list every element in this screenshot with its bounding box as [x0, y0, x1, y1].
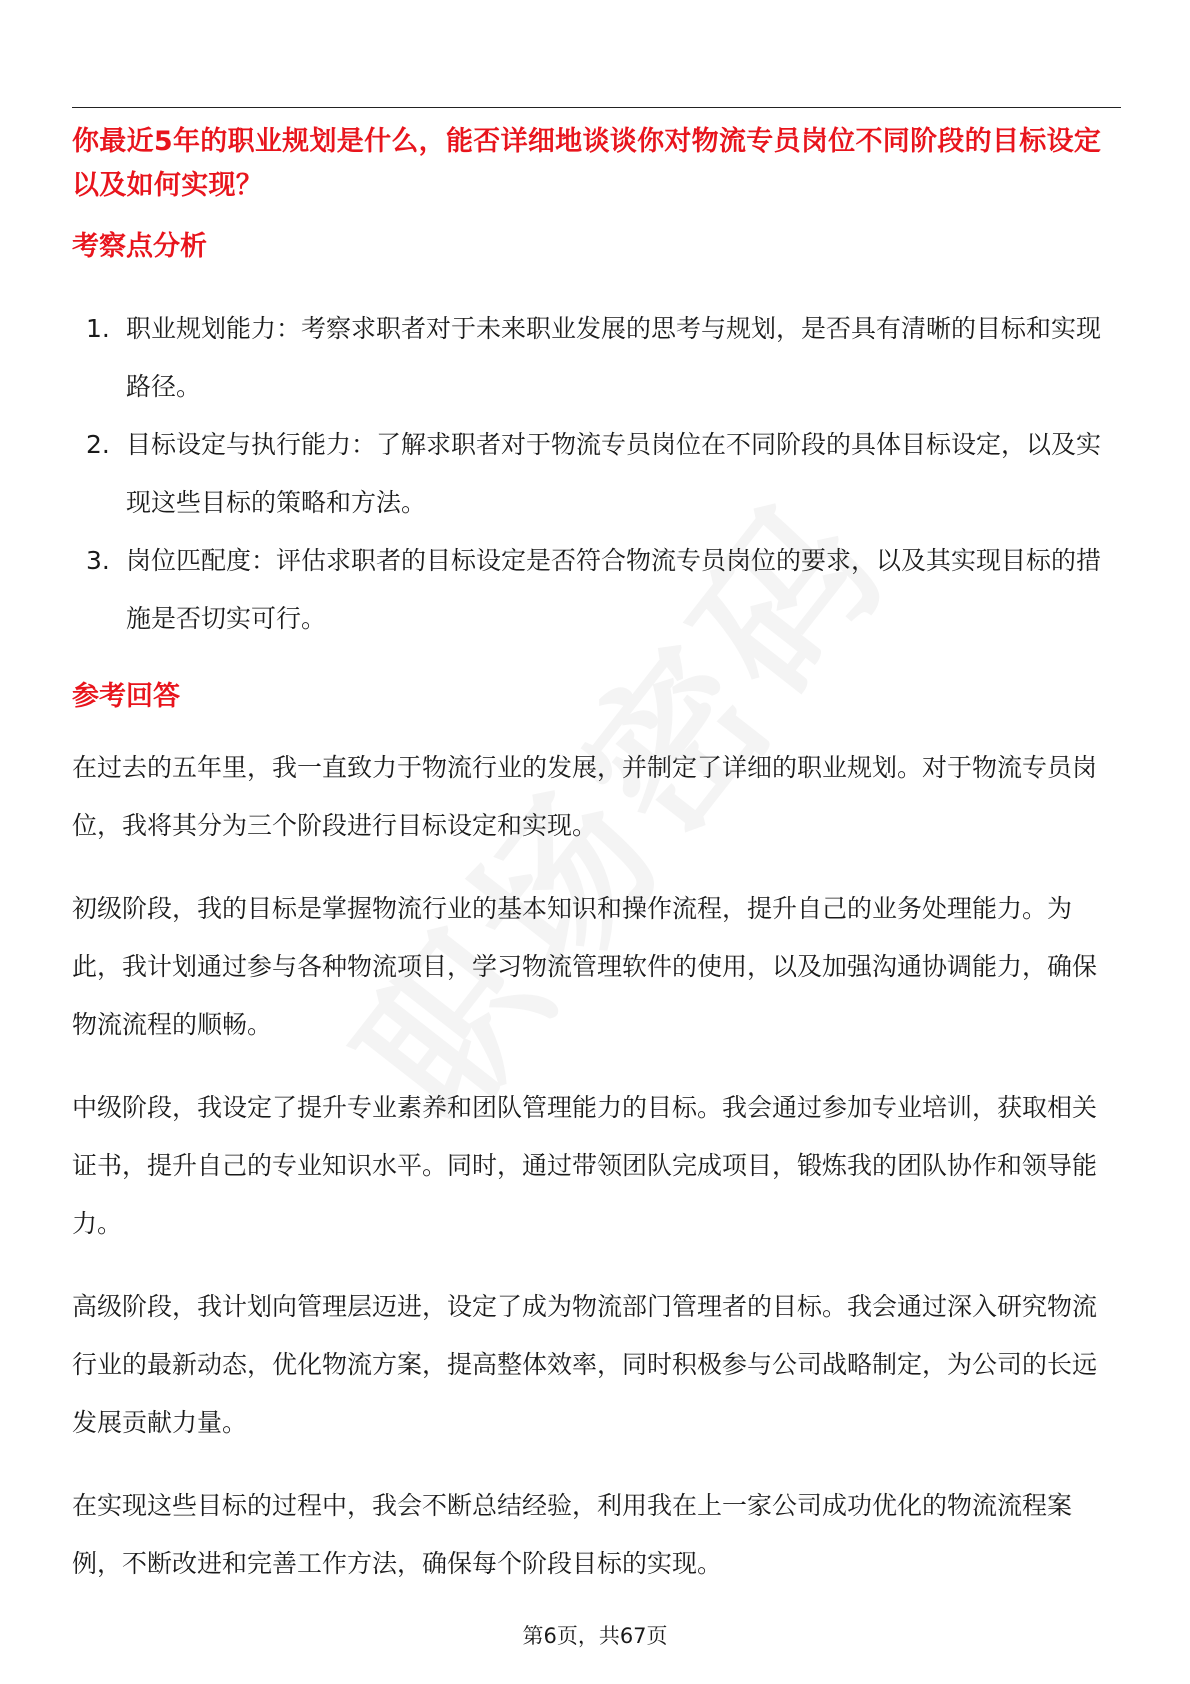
answer-title: 参考回答	[72, 681, 180, 712]
analysis-list	[72, 300, 1121, 648]
list-item-number: 1.	[86, 314, 110, 343]
header-rule	[72, 107, 1121, 108]
list-item-text: 岗位匹配度：评估求职者的目标设定是否符合物流专员岗位的要求，以及其实现目标的措施是否切实可行。	[126, 546, 1102, 633]
answer-paragraph: 中级阶段，我设定了提升专业素养和团队管理能力的目标。我会通过参加专业培训，获取相关证书，提升自己的专业知识水平。同时，通过带领团队完成项目，锻炼我的团队协作和领导能力。	[72, 1093, 1098, 1238]
list-item-number: 2.	[86, 430, 110, 459]
list-item-text: 职业规划能力：考察求职者对于未来职业发展的思考与规划，是否具有清晰的目标和实现路径。	[126, 314, 1102, 401]
list-item	[72, 532, 1121, 648]
page-number: 第6页，共67页	[522, 1624, 668, 1648]
question-heading: 你最近5年的职业规划是什么，能否详细地谈谈你对物流专员岗位不同阶段的目标设定以及如何实现？	[72, 126, 1102, 201]
list-item	[72, 300, 1121, 416]
answer-paragraph: 初级阶段，我的目标是掌握物流行业的基本知识和操作流程，提升自己的业务处理能力。为此，我计划通过参与各种物流项目，学习物流管理软件的使用，以及加强沟通协调能力，确保物流流程的顺畅。	[72, 894, 1098, 1039]
list-item-number: 3.	[86, 546, 110, 575]
list-item	[72, 416, 1121, 532]
answer-paragraph: 高级阶段，我计划向管理层迈进，设定了成为物流部门管理者的目标。我会通过深入研究物流行业的最新动态，优化物流方案，提高整体效率，同时积极参与公司战略制定，为公司的长远发展贡献力量。	[72, 1292, 1098, 1437]
list-item-text: 目标设定与执行能力：了解求职者对于物流专员岗位在不同阶段的具体目标设定，以及实现这些目标的策略和方法。	[126, 430, 1102, 517]
answer-paragraph: 在实现这些目标的过程中，我会不断总结经验，利用我在上一家公司成功优化的物流流程案例，不断改进和完善工作方法，确保每个阶段目标的实现。	[72, 1491, 1073, 1578]
answer-paragraph: 在过去的五年里，我一直致力于物流行业的发展，并制定了详细的职业规划。对于物流专员岗位，我将其分为三个阶段进行目标设定和实现。	[72, 753, 1098, 840]
analysis-title: 考察点分析	[72, 231, 207, 262]
page-content	[72, 120, 1121, 1593]
